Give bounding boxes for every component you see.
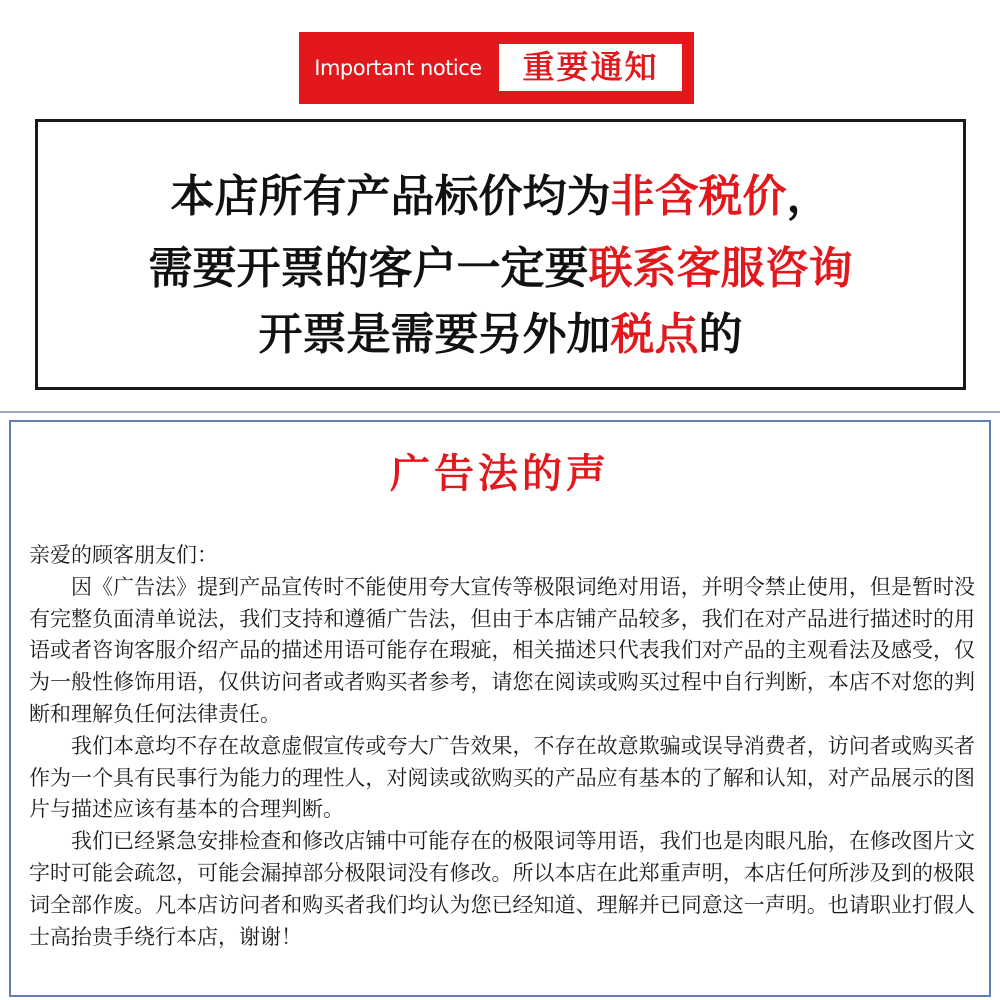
statement-title: 广告法的声 [390,451,610,497]
statement-paragraph-3: 我们已经紧急安排检查和修改店铺中可能存在的极限词等用语，我们也是肉眼凡胎，在修改图片文字时可能会疏忽，可能会漏掉部分极限词没有修改。所以本店在此郑重声明，本店任何所涉及到的极限词全部作废。凡本店访问者和购买者我们均认为您已经知道、理解并已同意这一声明。也请职业打假人士高抬贵手绕行本店，谢谢！ [29,829,975,949]
banner-english-label: Important notice [314,56,482,80]
notice-line-2 [38,232,963,296]
banner-chinese-label-box [499,44,682,91]
notice-line-3 [38,298,963,362]
notice-line-3-prefix: 开票是需要另外加 [258,309,611,360]
pricing-notice-box [35,119,966,390]
notice-line-3-suffix: 的 [698,309,743,360]
notice-line-2-highlight: 联系客服咨询 [588,243,853,294]
advertising-law-statement-panel [9,420,991,997]
notice-line-1-highlight: 非含税价 [610,171,787,222]
notice-line-1 [38,160,963,224]
statement-greeting: 亲爱的顾客朋友们： [29,543,218,567]
notice-line-1-prefix: 本店所有产品标价均为 [170,171,611,222]
important-notice-banner [299,32,694,104]
statement-paragraph-2: 我们本意均不存在故意虚假宣传或夸大广告效果，不存在故意欺骗或误导消费者，访问者或购买者作为一个具有民事行为能力的理性人，对阅读或欲购买的产品应有基本的了解和认知，对产品展示的图片与描述应该有基本的合理判断。 [29,733,975,822]
notice-line-2-prefix: 需要开票的客户一定要 [148,243,589,294]
statement-paragraph-1: 因《广告法》提到产品宣传时不能使用夸大宣传等极限词绝对用语，并明令禁止使用，但是暂时没有完整负面清单说法，我们支持和遵循广告法，但由于本店铺产品较多，我们在对产品进行描述时的用语或者咨询客服介绍产品的描述用语可能存在瑕疵，相关描述只代表我们对产品的主观看法及感受，仅为一般性修饰用语，仅供访问者或者购买者参考，请您在阅读或购买过程中自行判断，本店不对您的判断和理解负任何法律责任。 [29,574,975,726]
section-divider [0,411,1000,413]
banner-chinese-label: 重要通知 [522,48,659,86]
statement-body [29,540,975,953]
notice-line-3-highlight: 税点 [610,309,699,360]
notice-line-1-suffix: ， [786,171,831,222]
